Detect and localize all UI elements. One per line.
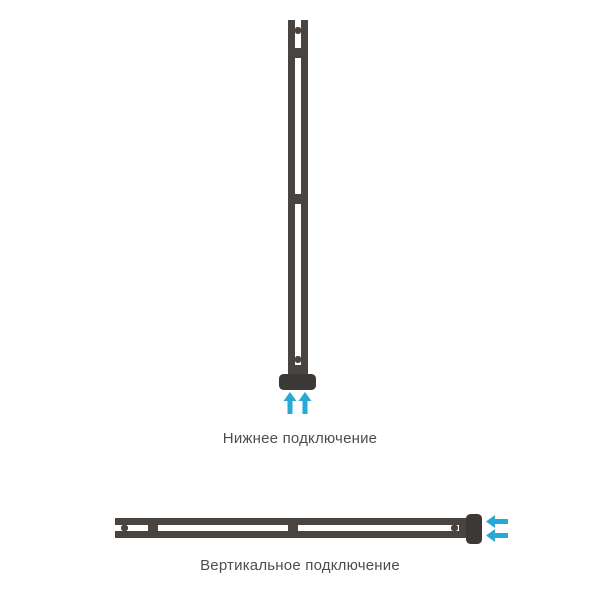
side-connector-block (466, 514, 482, 544)
towel-rail-horizontal (115, 514, 508, 544)
rail-joint-middle (294, 194, 302, 204)
bottom-connector-block (279, 374, 316, 390)
rail-joint-dot-top (295, 27, 301, 34)
rail-tube-bottom (115, 531, 466, 538)
rail-joint-top (294, 48, 302, 58)
rail-joint-left (148, 524, 158, 532)
rail-joint-center (288, 524, 298, 532)
caption-bottom-connection: Нижнее подключение (222, 430, 378, 447)
flow-arrow-left-bottom-icon (486, 529, 508, 542)
flow-arrow-left-top-icon (486, 515, 508, 528)
rail-tube-top (115, 518, 466, 525)
rail-joint-bottom (294, 365, 302, 374)
rail-joint-dot-left (121, 525, 128, 531)
rail-tube-left (288, 20, 295, 376)
towel-rail-vertical (279, 20, 316, 414)
flow-arrow-up-left-icon (284, 392, 297, 414)
caption-vertical-connection: Вертикальное подключение (200, 557, 400, 574)
rail-tube-right (301, 20, 308, 376)
flow-arrow-up-right-icon (299, 392, 312, 414)
rail-joint-right (459, 524, 466, 532)
rail-joint-dot-right (451, 525, 458, 531)
rail-joint-dot-bottom (295, 356, 301, 363)
